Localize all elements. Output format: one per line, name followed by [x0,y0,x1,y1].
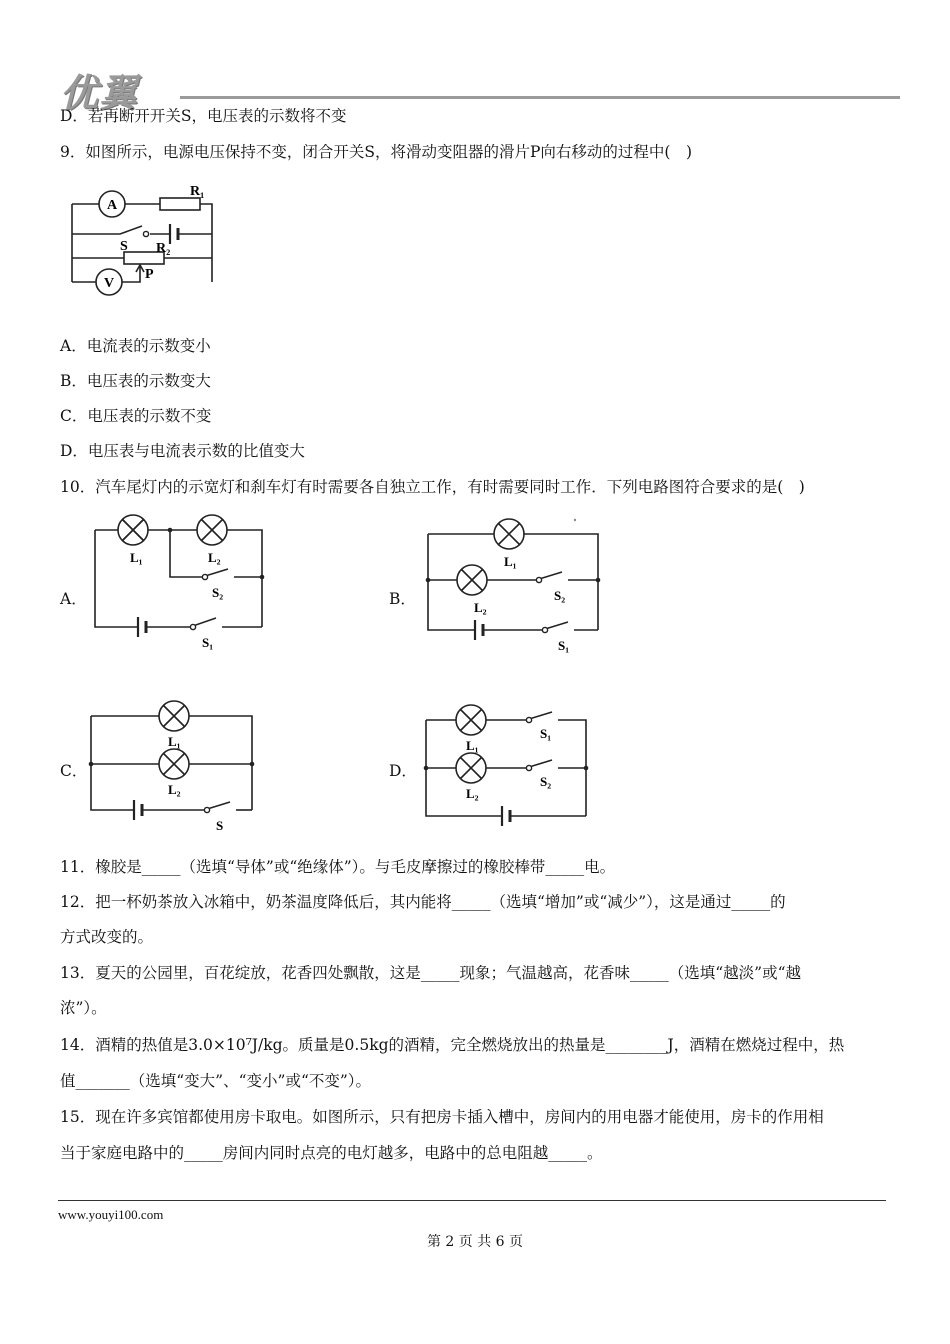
q9-option-a: A．电流表的示数变小 [60,337,211,355]
q9-option-b: B．电压表的示数变大 [60,372,211,390]
page-number: 第 2 页 共 6 页 [426,1234,524,1250]
r1-label: R₁ [190,184,205,199]
q15-line1: 15．现在许多宾馆都使用房卡取电。如图所示，只有把房卡插入槽中，房间内的用电器才能使用，房卡的作用相 [60,1108,824,1126]
switch-s2-label: S₂ [540,774,552,789]
q13-line2: 浓”）。 [60,999,107,1017]
q10-label-a: A． [60,590,87,608]
q9-stem: 9．如图所示，电源电压保持不变，闭合开关S，将滑动变阻器的滑片P向右移动的过程中( ) [60,143,693,161]
footer-website[interactable]: www.youyi100.com [58,1207,164,1222]
q10-circuit-a [90,512,270,652]
q11: 11．橡胶是_____（选填“导体”或“绝缘体”）。与毛皮摩擦过的橡胶棒带_____电。 [60,858,616,876]
lamp-l2-label: L₂ [208,550,221,565]
switch-s-label: S [216,818,224,833]
q9-option-c: C．电压表的示数不变 [60,407,212,425]
lamp-l2-label: L₂ [466,786,479,801]
switch-s1-label: S₁ [558,638,570,653]
q15-line2: 当于家庭电路中的_____房间内同时点亮的电灯越多，电路中的总电阻越_____。 [60,1144,603,1162]
lamp-l1-label: L₁ [504,554,517,569]
switch-label: S [120,239,128,254]
switch-s2-label: S₂ [554,588,566,603]
switch-s2-label: S₂ [212,585,224,600]
lamp-l1-label: L₁ [168,734,181,749]
lamp-l1-label: L₁ [466,738,479,753]
q10-circuit-b [420,512,610,662]
q10-circuit-c [86,692,266,842]
q10-circuit-d [418,696,598,836]
ammeter-label: A [106,198,118,213]
lamp-l1-label: L₁ [130,550,143,565]
q8-option-d: D．若再断开开关S，电压表的示数将不变 [60,107,347,125]
slider-label: P [145,267,154,282]
q14-line1: 14．酒精的热值是3.0×10⁷J/kg。质量是0.5kg的酒精，完全燃烧放出的热量是________J，酒精在燃烧过程中，热 [60,1036,845,1054]
q9-option-d: D．电压表与电流表示数的比值变大 [60,442,305,460]
switch-s1-label: S₁ [202,635,214,650]
q10-stem: 10．汽车尾灯内的示宽灯和刹车灯有时需要各自独立工作，有时需要同时工作．下列电路图符合要求的是( ) [60,478,805,496]
lamp-l2-label: L₂ [168,782,181,797]
youyi-logo: 优翼 [60,71,139,115]
q10-label-c: C． [60,762,88,780]
q13-line1: 13．夏天的公园里，百花绽放，花香四处飘散，这是_____现象；气温越高，花香味_____（选填“越淡”或“越 [60,964,801,982]
header-rule [180,96,900,99]
switch-s1-label: S₁ [540,726,552,741]
q10-label-b: B． [389,590,416,608]
q14-line2: 值_______（选填“变大”、“变小”或“不变”）。 [60,1072,372,1090]
footer-rule [58,1200,886,1201]
voltmeter-label: V [103,276,115,291]
q12-line1: 12．把一杯奶茶放入冰箱中，奶茶温度降低后，其内能将_____（选填“增加”或“减少”），这是通过_____的 [60,893,786,911]
q12-line2: 方式改变的。 [60,928,154,946]
q9-circuit-diagram [60,182,230,302]
lamp-l2-label: L₂ [474,600,487,615]
q10-label-d: D． [389,762,417,780]
r2-label: R₂ [156,241,171,256]
